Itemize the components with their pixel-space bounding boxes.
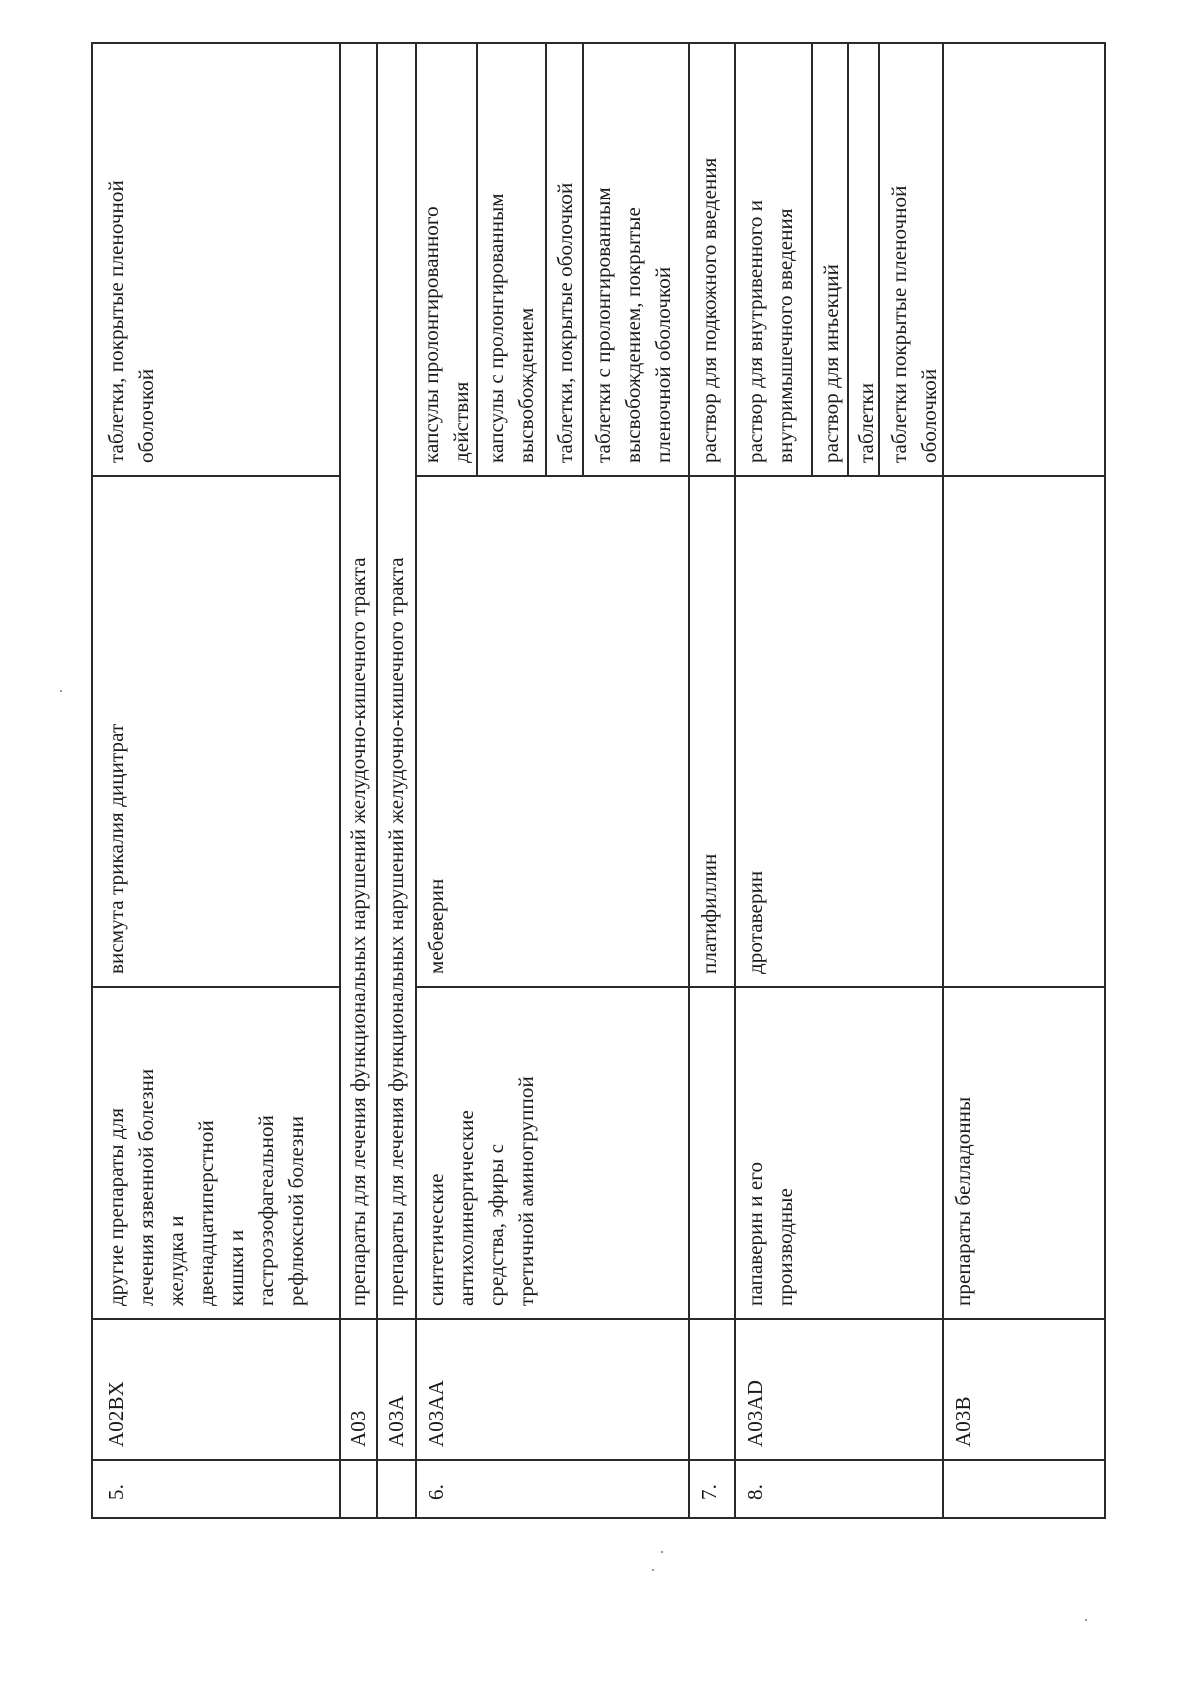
row-divider — [376, 42, 378, 1519]
dosage-form: таблетки покрытые пленочной оболочкой — [887, 185, 941, 463]
form-divider — [476, 42, 478, 475]
dosage-form: таблетки, покрытые пленочной оболочкой — [104, 180, 158, 463]
drug-name: мебеверин — [424, 878, 448, 974]
row-number: 7. — [697, 1484, 721, 1500]
dosage-form: капсулы пролонгированного действия — [419, 206, 473, 463]
dosage-form: таблетки, покрытые оболочкой — [553, 182, 577, 463]
table-right-border — [1104, 42, 1106, 1519]
rule-group-drug — [415, 986, 1106, 988]
atc-code: A03B — [951, 1396, 975, 1447]
atc-section-heading: препараты для лечения функциональных нарушений желудочно-кишечного тракта — [384, 557, 408, 1306]
atc-section-heading: препараты для лечения функциональных нарушений желудочно-кишечного тракта — [346, 557, 370, 1306]
atc-code: A03A — [384, 1395, 408, 1447]
atc-group-name: синтетические антихолинергические средства, эфиры с третичной аминогруппой — [424, 1076, 538, 1306]
rule-drug-forms — [91, 475, 339, 477]
table-left-border — [91, 42, 93, 1519]
table-top-border — [91, 42, 1106, 44]
rule-num-code — [91, 1459, 1106, 1461]
drug-name: висмута трикалия дицитрат — [104, 723, 128, 974]
dosage-form: таблетки с пролонгированным высвобождением, покрытые пленочной оболочкой — [591, 187, 675, 463]
dosage-form: таблетки — [854, 382, 878, 463]
atc-group-name: препараты белладонны — [951, 1096, 975, 1306]
drug-name: платифиллин — [697, 853, 721, 974]
rule-group-drug — [91, 986, 339, 988]
atc-code: A03AD — [743, 1380, 767, 1447]
row-divider — [688, 42, 690, 1519]
form-divider — [811, 42, 813, 475]
atc-code: A03 — [346, 1410, 370, 1447]
table-bottom-border — [91, 1517, 1106, 1519]
atc-code: A02BX — [104, 1381, 128, 1447]
dosage-form: раствор для инъекций — [819, 264, 843, 463]
scan-speck — [1085, 1619, 1087, 1621]
scan-speck — [60, 690, 62, 692]
form-divider — [545, 42, 547, 475]
form-divider — [582, 42, 584, 475]
row-divider — [339, 42, 341, 1519]
atc-code: A03AA — [424, 1380, 448, 1447]
row-number: 8. — [743, 1484, 767, 1500]
row-number: 6. — [424, 1484, 448, 1500]
atc-group-name: папаверин и его производные — [743, 1161, 797, 1306]
scan-speck — [652, 1569, 654, 1571]
rule-code-group — [91, 1318, 1106, 1320]
rule-drug-forms — [415, 475, 1106, 477]
dosage-form: раствор для внутривенного и внутримышечного введения — [743, 199, 797, 463]
form-divider — [847, 42, 849, 475]
atc-group-name: другие препараты для лечения язвенной болезни желудка и двенадцатиперстной кишки и гастроэзофагеальной рефлюксной болезни — [104, 1068, 308, 1306]
drug-name: дротаверин — [743, 870, 767, 974]
row-divider — [734, 42, 736, 1519]
scan-speck — [661, 1551, 663, 1553]
dosage-form: капсулы с пролонгированным высвобождением — [484, 193, 538, 463]
dosage-form: раствор для подкожного введения — [697, 157, 721, 463]
row-number: 5. — [104, 1484, 128, 1500]
